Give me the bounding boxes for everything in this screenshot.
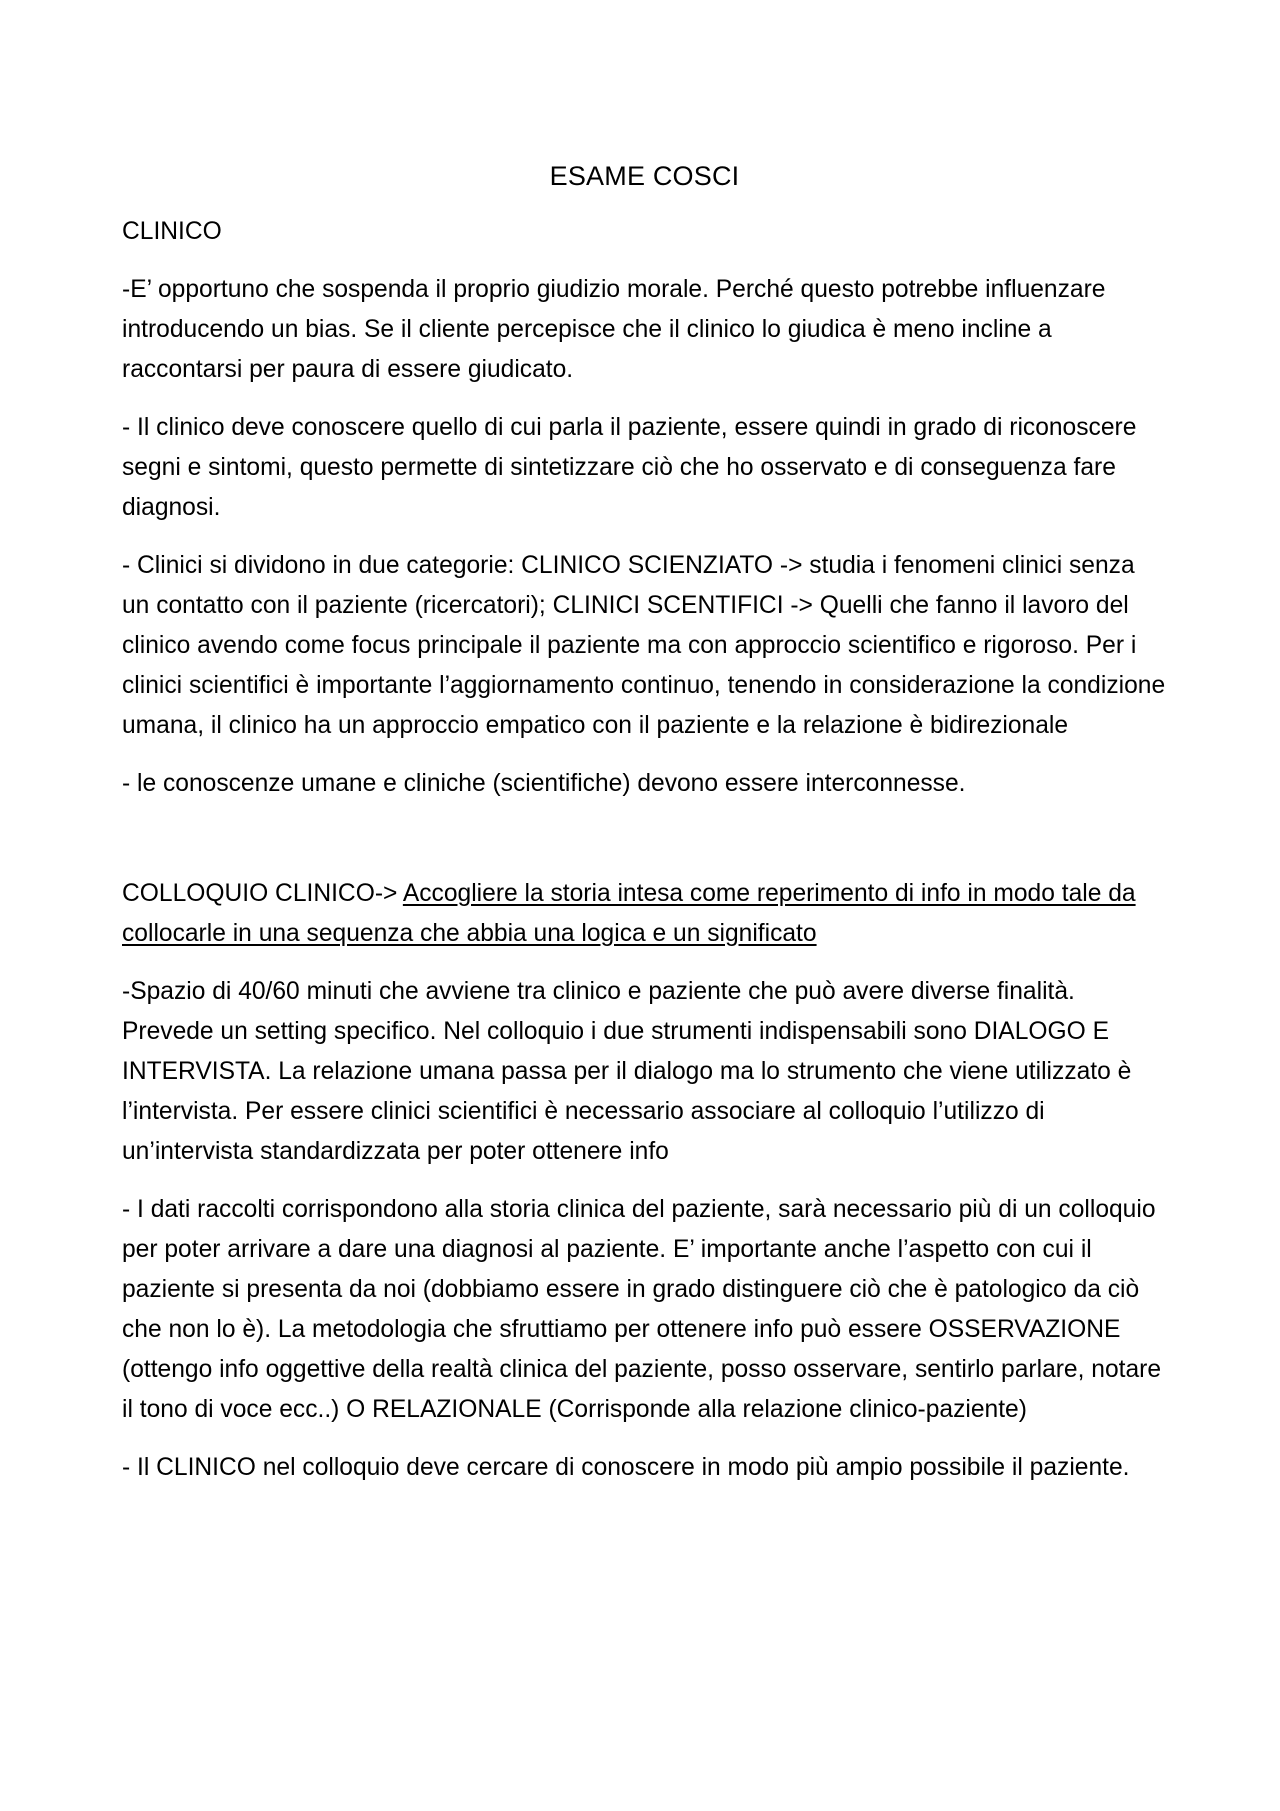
section-heading-colloquio: [122, 874, 1167, 954]
paragraph: - le conoscenze umane e cliniche (scientifiche) devono essere interconnesse.: [122, 770, 966, 797]
paragraph: - Il CLINICO nel colloquio deve cercare di conoscere in modo più ampio possibile il paziente.: [122, 1454, 1130, 1481]
paragraph: - I dati raccolti corrispondono alla storia clinica del paziente, sarà necessario più di un colloquio per poter arrivare a dare una diagnosi al paziente. E’ importante anche l’aspetto con cui il paziente si presenta da noi (dobbiamo essere in grado distinguere ciò che è patologico da ciò che non lo è). La metodologia che sfruttiamo per ottenere info può essere OSSERVAZIONE (ottengo info oggettive della realtà clinica del paziente, posso osservare, sentirlo parlare, notare il tono di voce ecc..) O RELAZIONALE (Corrisponde alla relazione clinico-paziente): [122, 1196, 1162, 1423]
paragraph: - Clinici si dividono in due categorie: CLINICO SCIENZIATO -> studia i fenomeni clinici senza un contatto con il paziente (ricercatori); CLINICI SCENTIFICI -> Quelli che fanno il lavoro del clinico avendo come focus principale il paziente ma con approccio scientifico e rigoroso. Per i clinici scientifici è importante l’aggiornamento continuo, tenendo in considerazione la condizione umana, il clinico ha un approccio empatico con il paziente e la relazione è bidirezionale: [122, 552, 1166, 739]
document-body: [122, 156, 1167, 1506]
heading-underlined-definition: Accogliere la storia intesa come reperimento di info in modo tale da collocarle in una sequenza che abbia una logica e un significato: [122, 880, 1136, 947]
document-title: ESAME COSCI: [549, 161, 740, 191]
blank-line: [122, 822, 1167, 874]
heading-prefix: COLLOQUIO CLINICO->: [122, 880, 403, 907]
paragraph: - Il clinico deve conoscere quello di cui parla il paziente, essere quindi in grado di riconoscere segni e sintomi, questo permette di sintetizzare ciò che ho osservato e di conseguenza fare diagnosi.: [122, 414, 1137, 521]
paragraph: -E’ opportuno che sospenda il proprio giudizio morale. Perché questo potrebbe influenzare introducendo un bias. Se il cliente percepisce che il clinico lo giudica è meno incline a raccontarsi per paura di essere giudicato.: [122, 276, 1106, 383]
section-heading-clinico: CLINICO: [122, 218, 222, 245]
paragraph: -Spazio di 40/60 minuti che avviene tra clinico e paziente che può avere diverse finalità. Prevede un setting specifico. Nel colloquio i due strumenti indispensabili sono DIALOGO E INTERVISTA. La relazione umana passa per il dialogo ma lo strumento che viene utilizzato è l’intervista. Per essere clinici scientifici è necessario associare al colloquio l’utilizzo di un’intervista standardizzata per poter ottenere info: [122, 978, 1132, 1165]
